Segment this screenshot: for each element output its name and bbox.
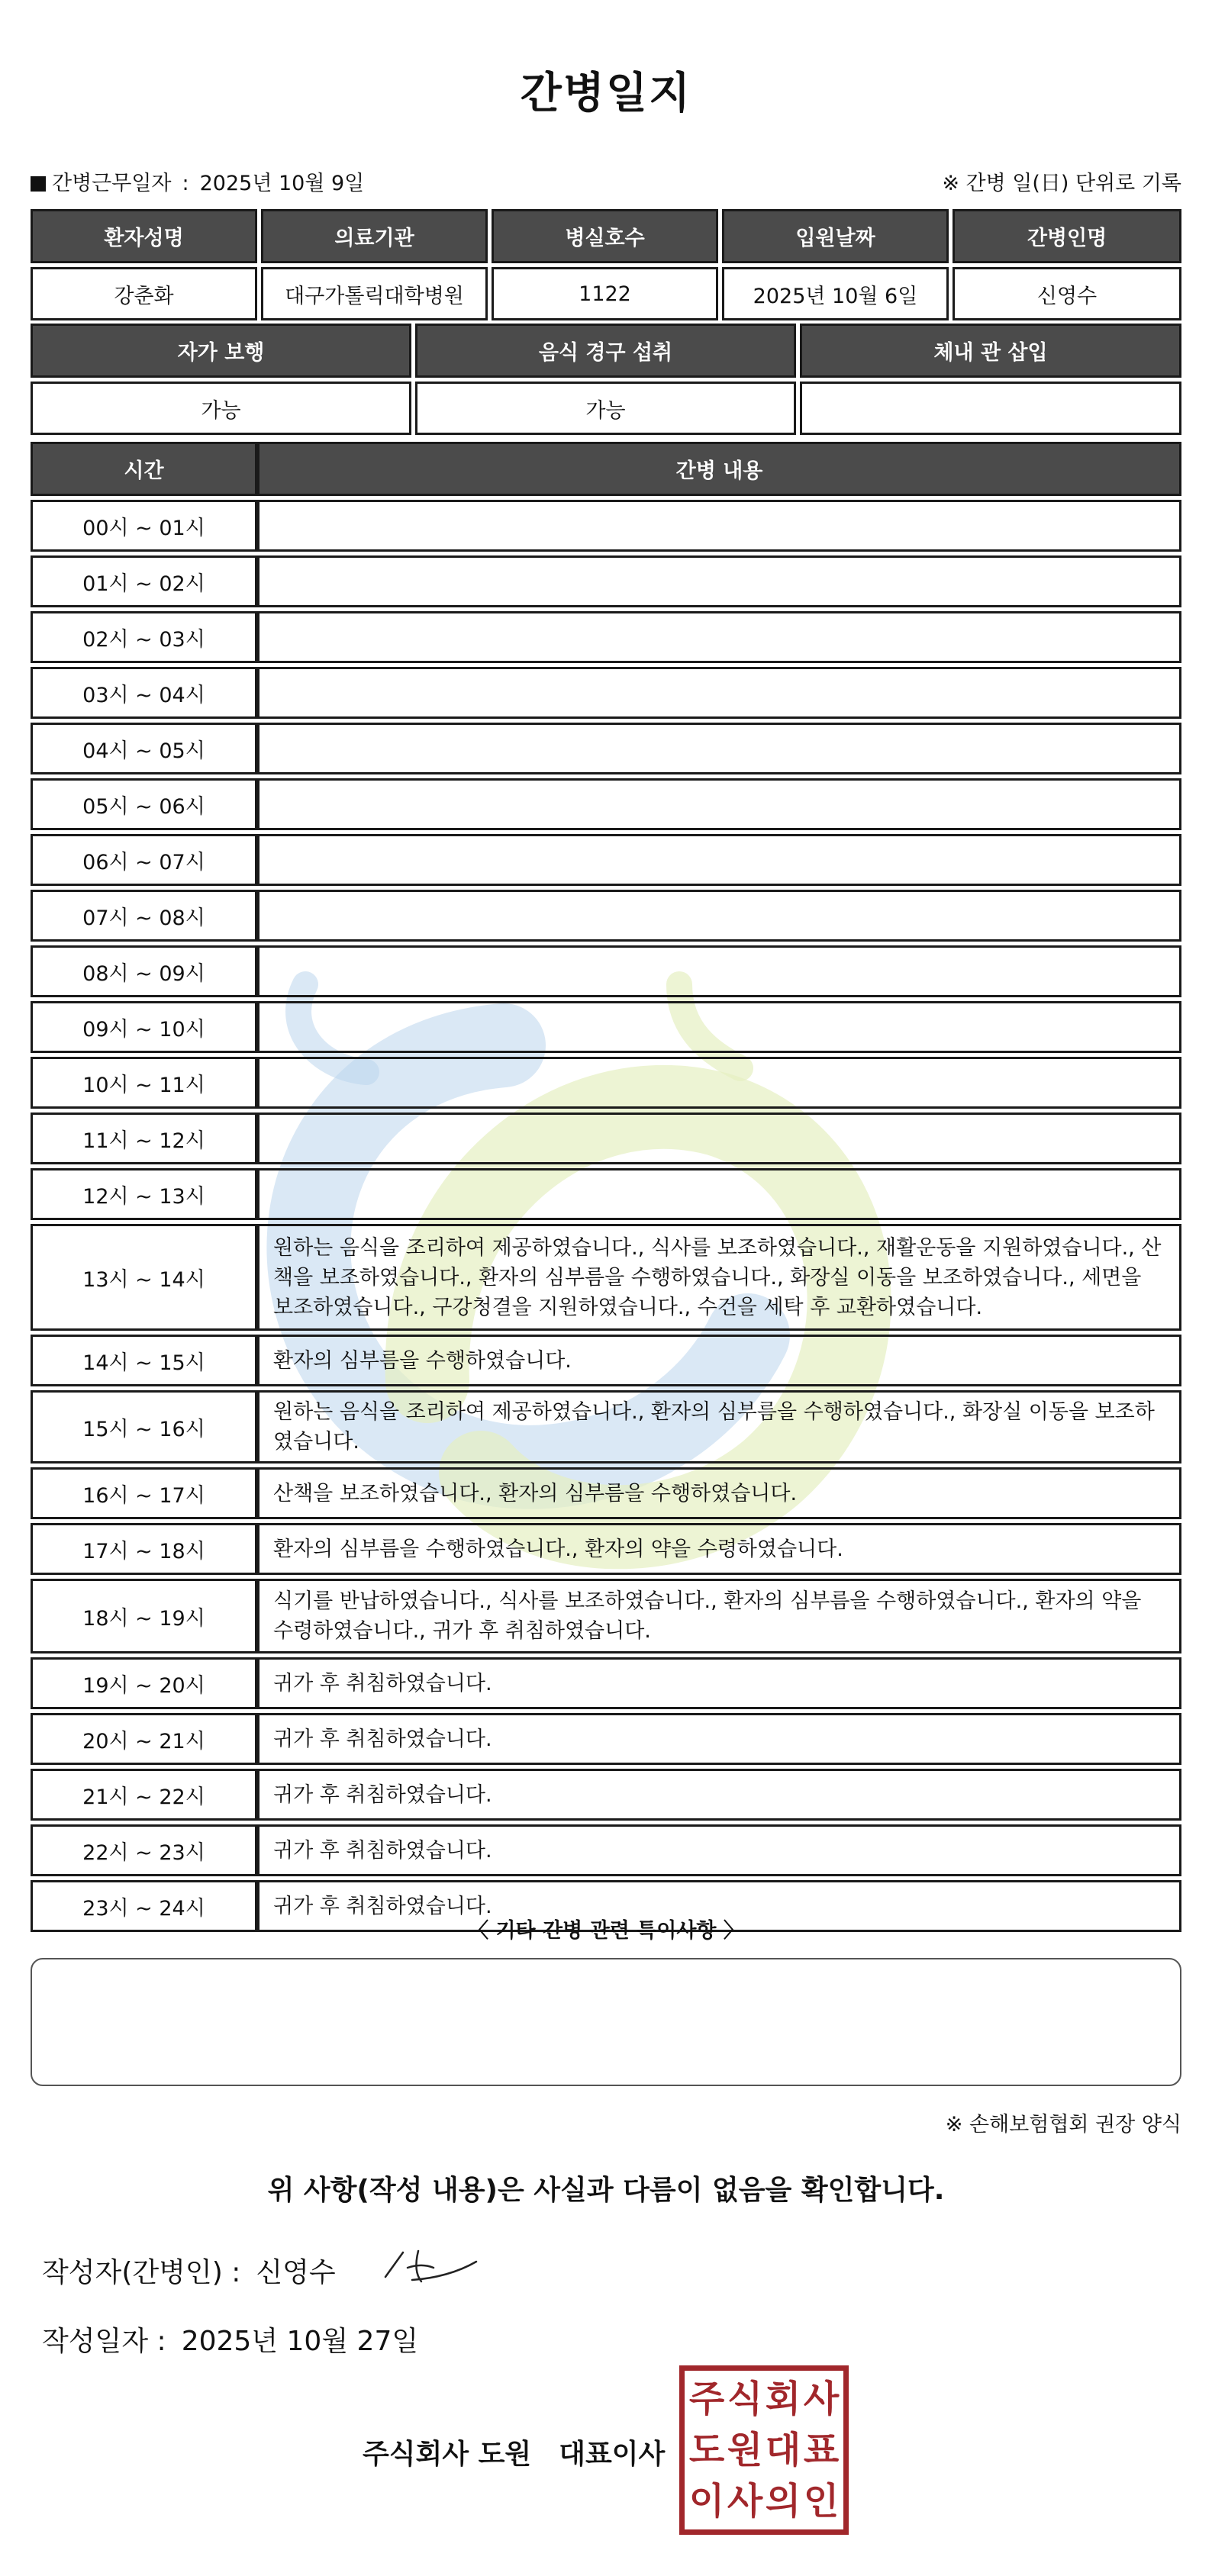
log-row-content <box>257 834 1181 886</box>
log-row-content: 귀가 후 취침하였습니다. <box>257 1880 1181 1932</box>
patient-name: 강춘화 <box>31 267 257 320</box>
log-row <box>31 1057 1181 1109</box>
work-date-value: 2025년 10월 9일 <box>199 172 365 195</box>
log-row-time: 03시 ~ 04시 <box>31 667 257 719</box>
log-row-time: 16시 ~ 17시 <box>31 1467 257 1519</box>
log-row <box>31 1824 1181 1876</box>
log-row <box>31 1579 1181 1653</box>
log-row-content: 식기를 반납하였습니다., 식사를 보조하였습니다., 환자의 심부름을 수행하였습니다., 환자의 약을 수령하였습니다., 귀가 후 취침하였습니다. <box>257 1579 1181 1653</box>
admission-date: 2025년 10월 6일 <box>722 267 949 320</box>
log-row-time: 21시 ~ 22시 <box>31 1769 257 1821</box>
log-row-content <box>257 611 1181 663</box>
log-row-content <box>257 500 1181 552</box>
log-row-content: 귀가 후 취침하였습니다. <box>257 1713 1181 1765</box>
log-row <box>31 611 1181 663</box>
company-seal-stamp <box>679 2365 849 2535</box>
seal-character: 주 <box>688 2378 725 2421</box>
written-date-label: 작성일자 : <box>42 2326 166 2357</box>
recommended-form-note: ※ 손해보험협회 권장 양식 <box>945 2113 1181 2136</box>
seal-character: 이 <box>688 2479 725 2523</box>
writer-label: 작성자(간병인) : <box>42 2257 241 2288</box>
log-row-content: 귀가 후 취침하였습니다. <box>257 1769 1181 1821</box>
oral-intake-value: 가능 <box>415 382 796 435</box>
hospital: 대구가톨릭대학병원 <box>261 267 488 320</box>
seal-character: 표 <box>803 2428 840 2471</box>
log-row-time: 12시 ~ 13시 <box>31 1168 257 1220</box>
log-row-time: 22시 ~ 23시 <box>31 1824 257 1876</box>
log-row-time: 06시 ~ 07시 <box>31 834 257 886</box>
written-date-row <box>42 2320 418 2359</box>
log-row-time: 17시 ~ 18시 <box>31 1523 257 1575</box>
tube-insertion-value <box>800 382 1181 435</box>
seal-character: 대 <box>765 2428 801 2471</box>
log-row-time: 09시 ~ 10시 <box>31 1001 257 1053</box>
seal-character: 식 <box>727 2378 763 2421</box>
patient-status-table <box>31 324 1181 435</box>
log-row-content: 원하는 음식을 조리하여 제공하였습니다., 환자의 심부름을 수행하였습니다., 화장실 이동을 보조하였습니다. <box>257 1390 1181 1463</box>
care-log-table <box>31 438 1181 1936</box>
log-row-content <box>257 555 1181 607</box>
daily-record-note: ※ 간병 일(日) 단위로 기록 <box>942 172 1181 195</box>
log-header-row <box>31 442 1181 496</box>
log-row <box>31 1713 1181 1765</box>
header-tube-insertion: 체내 관 삽입 <box>800 324 1181 378</box>
seal-character: 사 <box>803 2378 840 2421</box>
log-row-content <box>257 1113 1181 1164</box>
header-room-number: 병실호수 <box>492 209 718 263</box>
log-row <box>31 555 1181 607</box>
company-signature <box>363 2433 665 2471</box>
patient-info-table <box>31 209 1181 320</box>
seal-character: 원 <box>727 2428 763 2471</box>
header-oral-intake: 음식 경구 섭취 <box>415 324 796 378</box>
header-caregiver-name: 간병인명 <box>953 209 1181 263</box>
writer-row <box>42 2251 336 2290</box>
log-row-time: 14시 ~ 15시 <box>31 1335 257 1386</box>
log-row <box>31 1001 1181 1053</box>
log-row <box>31 667 1181 719</box>
signature-mark <box>382 2245 481 2291</box>
log-row <box>31 1335 1181 1386</box>
room-number: 1122 <box>492 267 718 320</box>
header-admission-date: 입원날짜 <box>722 209 949 263</box>
log-row-content: 산책을 보조하였습니다., 환자의 심부름을 수행하였습니다. <box>257 1467 1181 1519</box>
square-bullet-icon <box>31 176 46 192</box>
self-walking-value: 가능 <box>31 382 411 435</box>
log-row <box>31 1657 1181 1709</box>
work-date-label: 간병근무일자 <box>52 172 172 195</box>
written-date-value: 2025년 10월 27일 <box>181 2326 419 2357</box>
log-row <box>31 945 1181 997</box>
seal-character: 회 <box>765 2378 801 2421</box>
log-row-time: 05시 ~ 06시 <box>31 778 257 830</box>
log-row-content <box>257 778 1181 830</box>
header-hospital: 의료기관 <box>261 209 488 263</box>
log-row-time: 02시 ~ 03시 <box>31 611 257 663</box>
log-row <box>31 1224 1181 1331</box>
seal-character: 도 <box>688 2428 725 2471</box>
header-care-content: 간병 내용 <box>257 442 1181 496</box>
log-row <box>31 1467 1181 1519</box>
log-row-content: 귀가 후 취침하였습니다. <box>257 1657 1181 1709</box>
log-row <box>31 1390 1181 1463</box>
meta-row <box>31 166 1181 197</box>
log-row-content: 원하는 음식을 조리하여 제공하였습니다., 식사를 보조하였습니다., 재활운동을 지원하였습니다., 산책을 보조하였습니다., 환자의 심부름을 수행하였습니다., 화장실 이동을 보조하였습니다., 세면을 보조하였습니다., 구강청결을 지원하였습니다., 수건을 세탁 후 교환하였습니다. <box>257 1224 1181 1331</box>
log-row-time: 18시 ~ 19시 <box>31 1579 257 1653</box>
log-row-content <box>257 1168 1181 1220</box>
log-row-content <box>257 890 1181 942</box>
seal-character: 인 <box>803 2479 840 2523</box>
log-row-content: 귀가 후 취침하였습니다. <box>257 1824 1181 1876</box>
caregiver-name: 신영수 <box>953 267 1181 320</box>
log-row <box>31 834 1181 886</box>
log-row-time: 10시 ~ 11시 <box>31 1057 257 1109</box>
log-row <box>31 890 1181 942</box>
header-time: 시간 <box>31 442 257 496</box>
log-row-time: 00시 ~ 01시 <box>31 500 257 552</box>
log-row-time: 23시 ~ 24시 <box>31 1880 257 1932</box>
log-row-content <box>257 1001 1181 1053</box>
work-date <box>31 166 364 196</box>
log-row-time: 20시 ~ 21시 <box>31 1713 257 1765</box>
company-name: 주식회사 도원 <box>363 2439 532 2470</box>
special-notes-box <box>31 1958 1181 2086</box>
log-row <box>31 500 1181 552</box>
log-row <box>31 1523 1181 1575</box>
confirmation-statement: 위 사항(작성 내용)은 사실과 다름이 없음을 확인합니다. <box>267 2175 945 2206</box>
writer-name: 신영수 <box>256 2257 336 2288</box>
header-patient-name: 환자성명 <box>31 209 257 263</box>
notes-section-label: 〈 기타 간병 관련 특이사항 〉 <box>468 1919 744 1943</box>
log-row-content: 환자의 심부름을 수행하였습니다. <box>257 1335 1181 1386</box>
log-row-time: 04시 ~ 05시 <box>31 723 257 774</box>
log-row-time: 11시 ~ 12시 <box>31 1113 257 1164</box>
log-row <box>31 723 1181 774</box>
log-row <box>31 1113 1181 1164</box>
seal-character: 사 <box>727 2479 763 2523</box>
document-title: 간병일지 <box>520 69 692 118</box>
log-row-time: 15시 ~ 16시 <box>31 1390 257 1463</box>
log-row <box>31 778 1181 830</box>
log-row-time: 07시 ~ 08시 <box>31 890 257 942</box>
header-self-walking: 자가 보행 <box>31 324 411 378</box>
log-row <box>31 1769 1181 1821</box>
log-row-time: 01시 ~ 02시 <box>31 555 257 607</box>
work-date-colon: : <box>182 172 189 195</box>
log-row <box>31 1168 1181 1220</box>
company-representative-title: 대표이사 <box>559 2439 666 2470</box>
log-row-content <box>257 667 1181 719</box>
log-row-content <box>257 945 1181 997</box>
log-row-content <box>257 1057 1181 1109</box>
log-row-time: 08시 ~ 09시 <box>31 945 257 997</box>
log-row-time: 13시 ~ 14시 <box>31 1224 257 1331</box>
log-row-content: 환자의 심부름을 수행하였습니다., 환자의 약을 수령하였습니다. <box>257 1523 1181 1575</box>
seal-character: 의 <box>765 2479 801 2523</box>
log-row-time: 19시 ~ 20시 <box>31 1657 257 1709</box>
log-row-content <box>257 723 1181 774</box>
